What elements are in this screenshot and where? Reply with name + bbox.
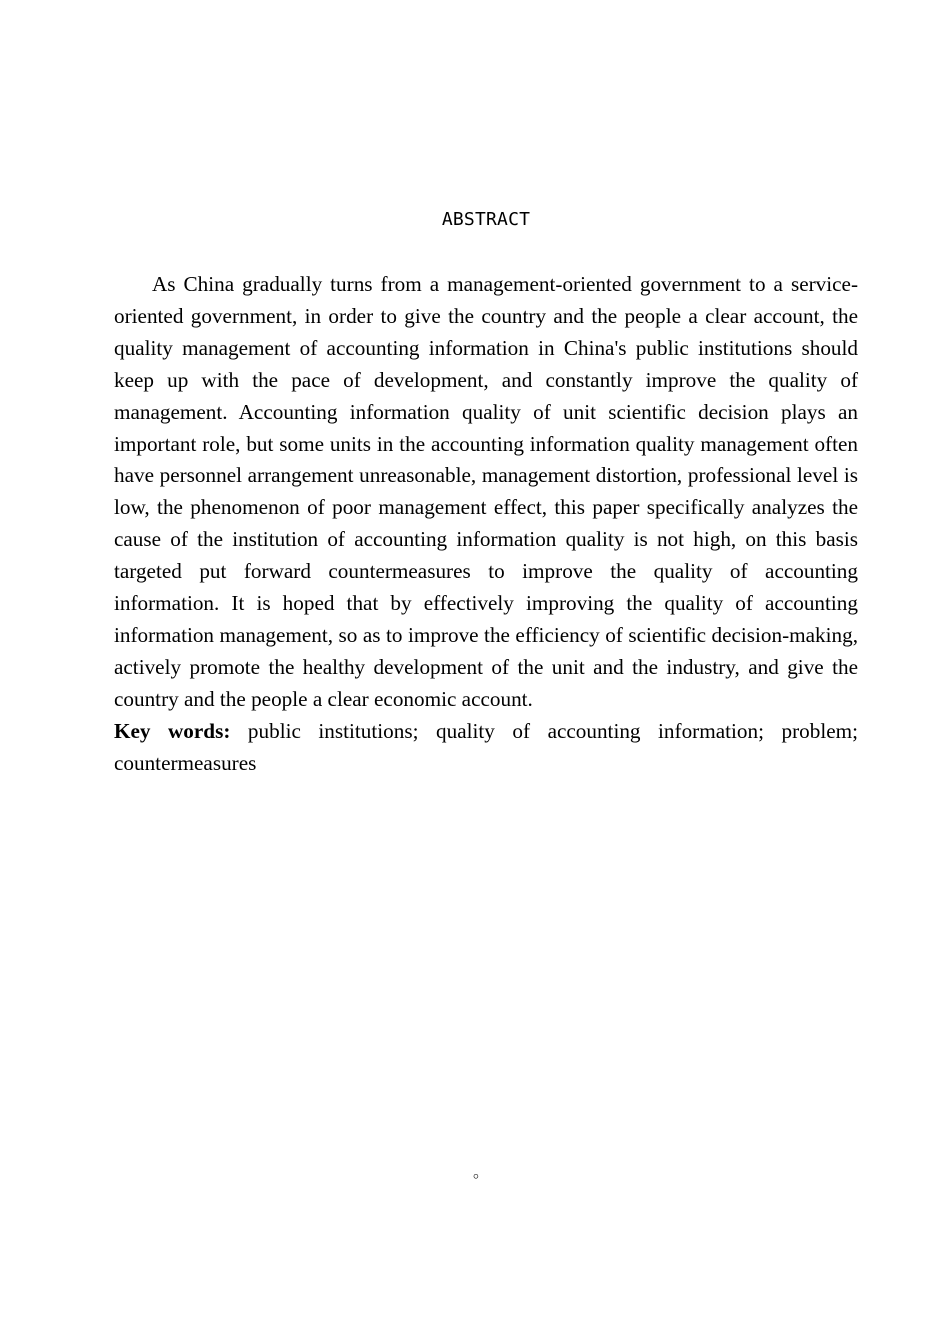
- abstract-paragraph: As China gradually turns from a management-oriented government to a service-oriented government, in order to give the country and the people a clear account, the quality management of accounting information in China's public institutions should keep up with the pace of development, and constantly improve the quality of management. Accounting information quality of unit scientific decision plays an important role, but some units in the accounting information quality management often have personnel arrangement unreasonable, management distortion, professional level is low, the phenomenon of poor management effect, this paper specifically analyzes the cause of the institution of accounting information quality is not high, on this basis targeted put forward countermeasures to improve the quality of accounting information. It is hoped that by effectively improving the quality of accounting information management, so as to improve the efficiency of scientific decision-making, actively promote the healthy development of the unit and the industry, and give the country and the people a clear economic account.: [114, 272, 858, 711]
- abstract-section: [114, 269, 858, 780]
- abstract-title: ABSTRACT: [441, 209, 531, 230]
- keywords-label: Key words:: [114, 718, 231, 743]
- footer-mark: 。: [473, 1162, 490, 1181]
- keywords-list: public institutions; quality of accounting information; problem; countermeasures: [114, 718, 858, 775]
- keywords-line: [114, 716, 858, 780]
